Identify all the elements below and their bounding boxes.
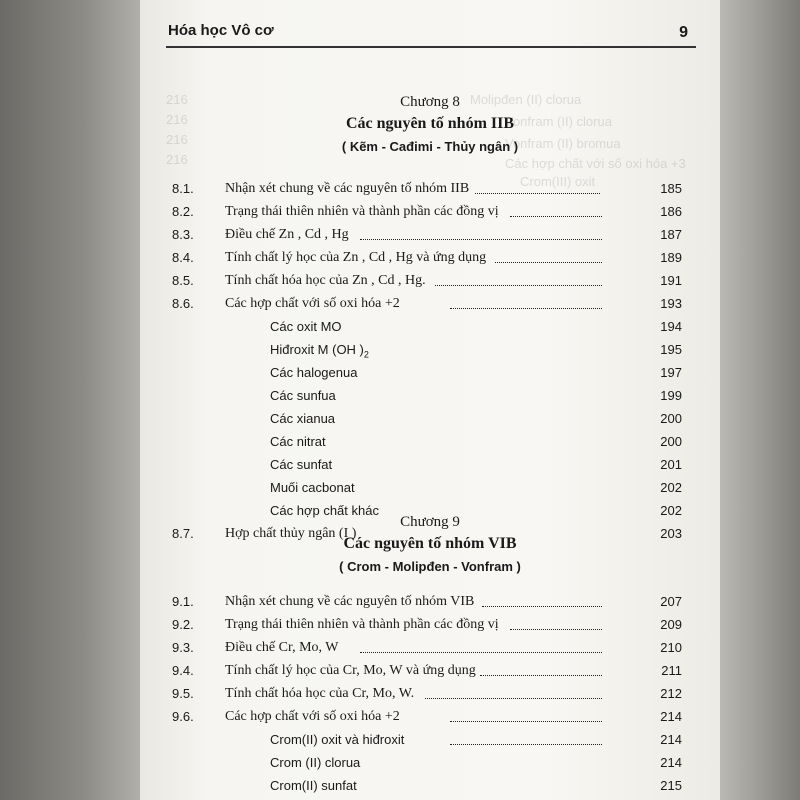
- toc-entry[interactable]: [160, 590, 690, 613]
- bleed-through-text: 216: [166, 152, 188, 167]
- entry-page: 215: [660, 778, 682, 793]
- section-number: 9.4.: [172, 663, 194, 678]
- dot-leader: [510, 215, 602, 217]
- bleed-through-text: Crom(III) oxit: [520, 174, 596, 189]
- toc-entry[interactable]: [160, 200, 690, 223]
- dot-leader: [425, 697, 602, 699]
- dot-leader: [510, 628, 602, 630]
- entry-label: Hợp chất thủy ngân (I ): [225, 526, 357, 541]
- bleed-through-text: 216: [166, 92, 188, 107]
- dot-leader: [450, 720, 602, 722]
- entry-label: Tính chất lý học của Zn , Cd , Hg và ứng dụng: [225, 250, 487, 265]
- chapter-heading: [170, 514, 690, 574]
- entry-page: 194: [660, 319, 682, 334]
- toc-subentry[interactable]: [160, 774, 690, 797]
- entry-page: 199: [660, 388, 682, 403]
- bleed-through-text: Các hợp chất với số oxi hóa +3: [505, 156, 686, 171]
- subscript: 2: [363, 349, 369, 360]
- entry-label: Tính chất lý học của Cr, Mo, W và ứng dụng: [225, 663, 476, 678]
- book-title: Hóa học Vô cơ: [168, 22, 274, 39]
- dot-leader: [360, 651, 602, 653]
- chapter-title: Các nguyên tố nhóm VIB: [343, 535, 517, 552]
- entry-label: Nhận xét chung về các nguyên tố nhóm VIB: [225, 594, 475, 609]
- entry-label: Trạng thái thiên nhiên và thành phần các đồng vị: [225, 617, 499, 632]
- toc-entry[interactable]: [160, 682, 690, 705]
- entry-page: 214: [660, 732, 682, 747]
- entry-page: 214: [660, 755, 682, 770]
- dot-leader: [450, 743, 602, 745]
- section-number: 9.5.: [172, 686, 194, 701]
- toc-entry[interactable]: [160, 292, 690, 315]
- section-number: 8.6.: [172, 296, 194, 311]
- entry-page: 202: [660, 503, 682, 518]
- entry-label: Tính chất hóa học của Cr, Mo, W.: [225, 686, 415, 701]
- entry-label: Hiđroxit M (OH )$_2$: [270, 342, 369, 360]
- entry-label: Các hợp chất khác: [270, 503, 379, 518]
- toc-subentry[interactable]: [160, 430, 690, 453]
- bleed-through-text: 216: [166, 132, 188, 147]
- entry-label: Các oxit MO: [270, 319, 342, 334]
- dot-leader: [435, 284, 602, 286]
- section-number: 8.1.: [172, 181, 194, 196]
- toc-entry[interactable]: [160, 613, 690, 636]
- bleed-through-text: 216: [166, 112, 188, 127]
- section-number: 9.6.: [172, 709, 194, 724]
- entry-page: 201: [660, 457, 682, 472]
- toc-subentry[interactable]: [160, 407, 690, 430]
- toc-list: [160, 590, 690, 797]
- chapter-subtitle: ( Kẽm - Cađimi - Thủy ngân ): [341, 139, 519, 154]
- entry-page: 195: [660, 342, 682, 357]
- toc-entry[interactable]: [160, 636, 690, 659]
- dot-leader: [495, 261, 602, 263]
- entry-page: 200: [660, 411, 682, 426]
- entry-page: 203: [660, 526, 682, 541]
- toc-subentry[interactable]: [160, 361, 690, 384]
- toc-subentry[interactable]: [160, 751, 690, 774]
- toc-subentry[interactable]: [160, 338, 690, 361]
- chapter-subtitle: ( Crom - Molipđen - Vonfram ): [339, 559, 521, 574]
- entry-label: Nhận xét chung về các nguyên tố nhóm IIB: [225, 181, 470, 196]
- entry-page: 209: [660, 617, 682, 632]
- dot-leader: [482, 605, 602, 607]
- entry-label: Muối cacbonat: [270, 480, 355, 495]
- entry-page: 212: [660, 686, 682, 701]
- section-number: 9.1.: [172, 594, 194, 609]
- chapter-number: Chương 9: [400, 514, 460, 530]
- entry-page: 214: [660, 709, 682, 724]
- bleed-through-text: Vonfram (II) clorua: [505, 114, 612, 129]
- toc-list: [160, 177, 690, 545]
- entry-label: Crom(II) oxit và hiđroxit: [270, 732, 405, 747]
- chapter-heading: [170, 94, 690, 154]
- toc-subentry[interactable]: [160, 384, 690, 407]
- entry-page: 211: [661, 663, 682, 678]
- entry-page: 185: [660, 181, 682, 196]
- toc-entry[interactable]: [160, 246, 690, 269]
- entry-page: 197: [660, 365, 682, 380]
- running-header: [168, 22, 688, 44]
- bleed-through-text: Vonfram (II) bromua: [505, 136, 621, 151]
- toc-entry[interactable]: [160, 177, 690, 200]
- dot-leader: [475, 192, 600, 194]
- entry-page: 191: [660, 273, 682, 288]
- toc-entry[interactable]: [160, 705, 690, 728]
- toc-subentry[interactable]: [160, 476, 690, 499]
- entry-label: Các xianua: [270, 411, 336, 426]
- page-number: 9: [679, 24, 688, 41]
- toc-subentry[interactable]: [160, 728, 690, 751]
- section-number: 8.7.: [172, 526, 194, 541]
- entry-label: Các sunfat: [270, 457, 333, 472]
- entry-label: Các halogenua: [270, 365, 358, 380]
- entry-label: Tính chất hóa học của Zn , Cd , Hg.: [225, 273, 426, 288]
- bleed-through-text: Molipđen (II) clorua: [470, 92, 582, 107]
- entry-label: Các hợp chất với số oxi hóa +2: [225, 296, 400, 311]
- entry-label: Các hợp chất với số oxi hóa +2: [225, 709, 400, 724]
- entry-label: Trạng thái thiên nhiên và thành phần các đồng vị: [225, 204, 499, 219]
- section-number: 8.3.: [172, 227, 194, 242]
- section-number: 9.3.: [172, 640, 194, 655]
- entry-label: Crom(II) sunfat: [270, 778, 357, 793]
- toc-subentry[interactable]: [160, 453, 690, 476]
- header-rule: [166, 46, 696, 48]
- entry-label: Điều chế Cr, Mo, W: [225, 640, 339, 655]
- toc-entry[interactable]: [160, 269, 690, 292]
- entry-label: Các sunfua: [270, 388, 336, 403]
- dot-leader: [360, 238, 602, 240]
- section-number: 8.2.: [172, 204, 194, 219]
- dot-leader: [450, 307, 602, 309]
- toc-entry[interactable]: [160, 659, 690, 682]
- chapter-number: Chương 8: [400, 94, 460, 110]
- entry-page: 187: [660, 227, 682, 242]
- dot-leader: [480, 674, 602, 676]
- entry-page: 202: [660, 480, 682, 495]
- toc-subentry[interactable]: [160, 315, 690, 338]
- entry-page: 207: [660, 594, 682, 609]
- entry-page: 193: [660, 296, 682, 311]
- entry-page: 189: [660, 250, 682, 265]
- entry-page: 186: [660, 204, 682, 219]
- background-left: [0, 0, 152, 800]
- section-number: 9.2.: [172, 617, 194, 632]
- chapter-title: Các nguyên tố nhóm IIB: [345, 115, 515, 132]
- entry-label: Các nitrat: [270, 434, 326, 449]
- entry-label: Điều chế Zn , Cd , Hg: [225, 227, 349, 242]
- entry-page: 200: [660, 434, 682, 449]
- entry-page: 210: [660, 640, 682, 655]
- section-number: 8.4.: [172, 250, 194, 265]
- entry-label: Crom (II) clorua: [270, 755, 361, 770]
- toc-entry[interactable]: [160, 223, 690, 246]
- section-number: 8.5.: [172, 273, 194, 288]
